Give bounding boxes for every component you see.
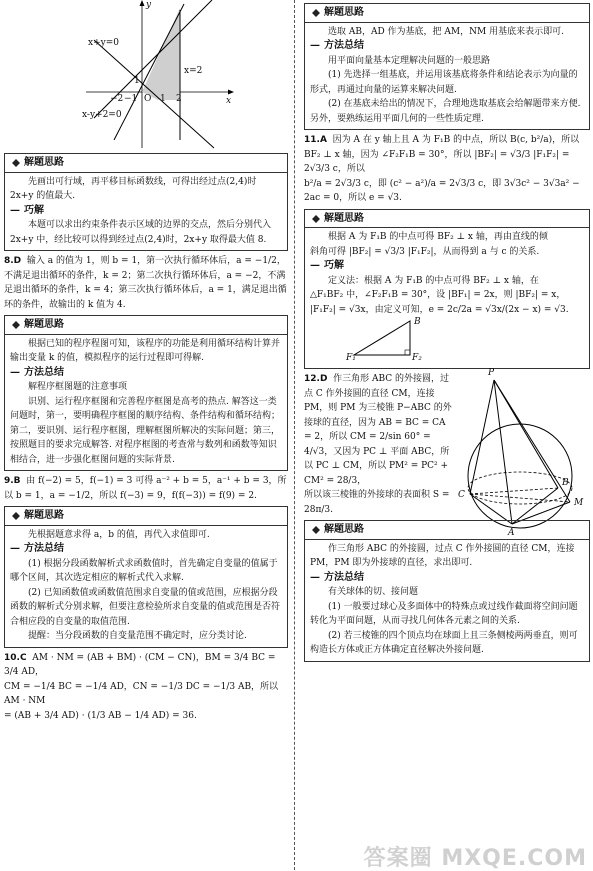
q12-method-head: 有关球体的切、接问题 <box>328 587 419 597</box>
q10-text-1: AM · NM = (AB + BM) · (CM − CN)，BM = 3/4 BC = 3/4 AD， <box>4 652 276 677</box>
q11-thinking-text-2: 斜角可得 |BF₂| = √3/3 |F₁F₂|，从而得到 a 与 c 的关系. <box>310 246 540 257</box>
triangle-svg <box>350 317 420 361</box>
q7-trick-text: 本题可以求出约束条件表示区域的边界的交点，然后分别代入 2x+y 中，经比较可以得到经过点(2,4)时，2x+y 取得最大值 8. <box>10 220 272 245</box>
q10-method-text-2: (2) 在基底未给出的情况下，合理地选取基底会给解题带来方便. 另外，要熟练运用平面几何的一些性质定理. <box>310 99 581 124</box>
watermark: 答案圈 MXQE.COM <box>363 845 587 871</box>
q12-text-1: 作三角形 ABC 的外接圆，过点 C 作外接圆的直径 CM，连接 PM，则 PM 为三棱锥 P−ABC 的外接球的直径，因为 AB = BC = CA = 2，所以 CM = 2/sin 60° = <box>304 374 452 442</box>
q12-text-3: 所以该三棱锥的外接球的表面积 S = 28π/3. <box>304 490 450 515</box>
tri-label-b: B <box>414 317 421 327</box>
q7-thinking-title: 解题思路 <box>10 156 70 171</box>
feasible-region-graph <box>84 0 234 150</box>
q11-trick-text-3: |F₁F₂| = √3x，由定义可知，e = 2c/2a = √3x/(2x − x) = √3. <box>310 304 569 315</box>
q7-thinking-box <box>4 153 288 251</box>
q11-text-3: b²/a = 2√3/3 c，即 (c² − a²)/a = 2√3/3 c，即 3√3c² − 3√3a² − 2ac = 0，所以 e = √3. <box>304 178 580 203</box>
q11-text-2: BF₂ ⊥ x 轴，因为 ∠F₂F₁B = 30°，所以 |BF₂| = √3/3 |F₁F₂| = 2√3/3 c，所以 <box>304 149 570 174</box>
q12-number: 12.D <box>304 374 328 384</box>
sphere-label-b: B <box>562 478 569 488</box>
q12-method-text-2: (2) 若三棱锥的四个顶点均在球面上且三条侧棱两两垂直，则可构造长方体或正方体确定直径解决外接问题. <box>310 630 578 655</box>
q9-text: 由 f(−2) = 5，f(−1) = 3 可得 a⁻² + b = 5，a⁻¹ + b = 3，所以 b = 1，a = −1/2，所以 f(−3) = 9，f(f(−3)) = f(9) = 2. <box>4 476 287 501</box>
tri-label-f1: F₁ <box>346 353 356 363</box>
sphere-label-p: P <box>488 368 495 378</box>
column-divider <box>294 0 295 870</box>
q12-method-title: — 方法总结 <box>310 571 584 586</box>
q7-trick-title: — 巧解 <box>10 204 282 219</box>
q12-method-text-1: (1) 一般要过球心及多面体中的特殊点或过线作截面将空间问题转化为平面问题，从而寻找几何体各元素之间的关系. <box>310 601 578 626</box>
tri-label-f2: F₂ <box>412 353 422 363</box>
q12-thinking-title: 解题思路 <box>310 523 370 538</box>
q9-thinking-title: 解题思路 <box>10 509 70 524</box>
q10-answer <box>4 651 288 680</box>
q11-text-1: 因为 A 在 y 轴上且 A 为 F₁B 的中点，所以 B(c, b²/a)，所以 <box>332 135 580 145</box>
sphere-label-m: M <box>574 498 584 508</box>
q10-method-title: — 方法总结 <box>310 39 584 54</box>
q9-number: 9.B <box>4 476 21 486</box>
q12-answer <box>304 372 454 445</box>
q12-text-column <box>304 372 454 517</box>
q9-answer <box>4 474 288 503</box>
q8-text: 输入 a 的值为 1，则 b = 1，第一次执行循环体后，a = −1/2，不满足退出循环的条件，k = 2；第二次执行循环体后，a = −2，不满足退出循环的条件，k = 4；第三次执行循环体后，a = 1，满足退出循环的条件，故输出的 k 值为 4. <box>4 256 287 310</box>
q8-method-text: 识别、运行程序框图和完善程序框图是高考的热点. 解答这一类问题时，第一，要明确程序框图的顺序结构、条件结构和循环结构；第二，要识别、运行程序框图，理解框图所解决的实际问题；第三，按照题目的要求完成解答. 对程序框图的考查常与数列和函数等知识相结合，进一步强化框图问题的实际背景. <box>10 396 281 465</box>
q11-thinking-title: 解题思路 <box>310 212 370 227</box>
graph-svg <box>84 0 234 150</box>
q10-method-text-1: (1) 先选择一组基底，并运用该基底将条件和结论表示为向量的形式，再通过向量的运算来解决问题. <box>310 70 578 95</box>
q9-thinking-box <box>4 506 288 648</box>
q7-thinking-text: 先画出可行域，再平移目标函数线，可得出经过点(2,4)时 2x+y 的值最大. <box>10 176 257 201</box>
q8-method-title: — 方法总结 <box>10 366 282 381</box>
q9-thinking-text: 先根据题意求得 a，b 的值，再代入求值即可. <box>28 529 210 540</box>
q9-method-text-1: (1) 根据分段函数解析式求函数值时，首先确定自变量的值属于哪个区间，其次选定相应的解析式代入求解. <box>10 558 278 583</box>
right-column <box>304 0 590 665</box>
q9-method-text-3: 提醒：当分段函数的自变量范围不确定时，应分类讨论. <box>28 631 247 641</box>
q8-method-head: 解程序框图题的注意事项 <box>28 382 128 392</box>
origin-label: O <box>144 94 152 104</box>
q8-thinking-title: 解题思路 <box>10 318 70 333</box>
left-column <box>4 0 288 723</box>
q10-thinking-text: 选取 AB，AD 作为基底，把 AM，NM 用基底来表示即可. <box>328 26 564 37</box>
q11-trick-text-2: △F₁BF₂ 中，∠F₂F₁B = 30°，设 |BF₁| = 2x，则 |BF₂| = x， <box>310 290 566 300</box>
y-tick-1: 1 <box>134 76 140 86</box>
sphere-label-c: C <box>458 490 465 500</box>
q10-thinking-title: 解题思路 <box>310 6 370 21</box>
tick-neg1: −1 <box>124 94 138 104</box>
tick-neg2: −2 <box>110 94 124 104</box>
q11-answer <box>304 133 590 148</box>
q11-number: 11.A <box>304 135 327 145</box>
q12-thinking-box <box>304 520 590 662</box>
q11-trick-text-1: 定义法：根据 A 为 F₁B 的中点可得 BF₂ ⊥ x 轴，在 <box>328 275 539 286</box>
q8-answer <box>4 254 288 312</box>
q10-number: 10.C <box>4 652 27 663</box>
q11-thinking-box <box>304 209 590 370</box>
tick-1: 1 <box>160 94 166 104</box>
x-axis-label: x <box>226 96 232 106</box>
q9-method-title: — 方法总结 <box>10 542 282 557</box>
tick-2: 2 <box>176 94 182 104</box>
q12-thinking-text: 作三角形 ABC 的外接圆，过点 C 作外接圆的直径 CM，连接 PM，PM 即为外接球的直径，求出即可. <box>310 543 575 568</box>
q10-method-head: 用平面向量基本定理解决问题的一般思路 <box>328 55 491 66</box>
q12-text-2: 4/√3，又因为 PC ⊥ 平面 ABC，所以 PC ⊥ CM，所以 PM² = PC² + CM² = 28/3， <box>304 446 450 486</box>
q11-trick-title: — 巧解 <box>310 259 584 274</box>
q10-thinking-box <box>304 3 590 130</box>
q10-text-3: = (AB + 3/4 AD) · (1/3 AB − 1/4 AD) = 36. <box>4 710 197 721</box>
sphere-label-a: A <box>508 528 515 538</box>
line-label-x-minus-y: x-y+2=0 <box>82 110 122 120</box>
line-label-x-plus-y: x+y=0 <box>88 38 119 48</box>
q10-text-2: CM = −1/4 BC = −1/4 AD，CN = −1/3 DC = −1/3 AB，所以 AM · NM <box>4 681 279 706</box>
q8-thinking-box <box>4 315 288 471</box>
q8-number: 8.D <box>4 256 22 266</box>
q8-thinking-text: 根据已知的程序程图可知，该程序的功能是利用循环结构计算并输出变量 k 的值，模拟程序的运行过程即可得解. <box>10 338 281 363</box>
line-label-x-equals-2: x=2 <box>184 66 203 76</box>
q11-thinking-text-1: 根据 A 为 F₁B 的中点可得 BF₂ ⊥ x 轴，再由直线的倾 <box>328 232 548 242</box>
y-axis-label: y <box>146 0 152 10</box>
triangle-figure <box>346 317 584 365</box>
q9-method-text-2: (2) 已知函数值或函数值范围求自变量的值或范围，应根据分段函数的解析式分别求解，但要注意检验所求自变量的值或范围是否符合相应段的自变量的取值范围. <box>10 587 281 627</box>
